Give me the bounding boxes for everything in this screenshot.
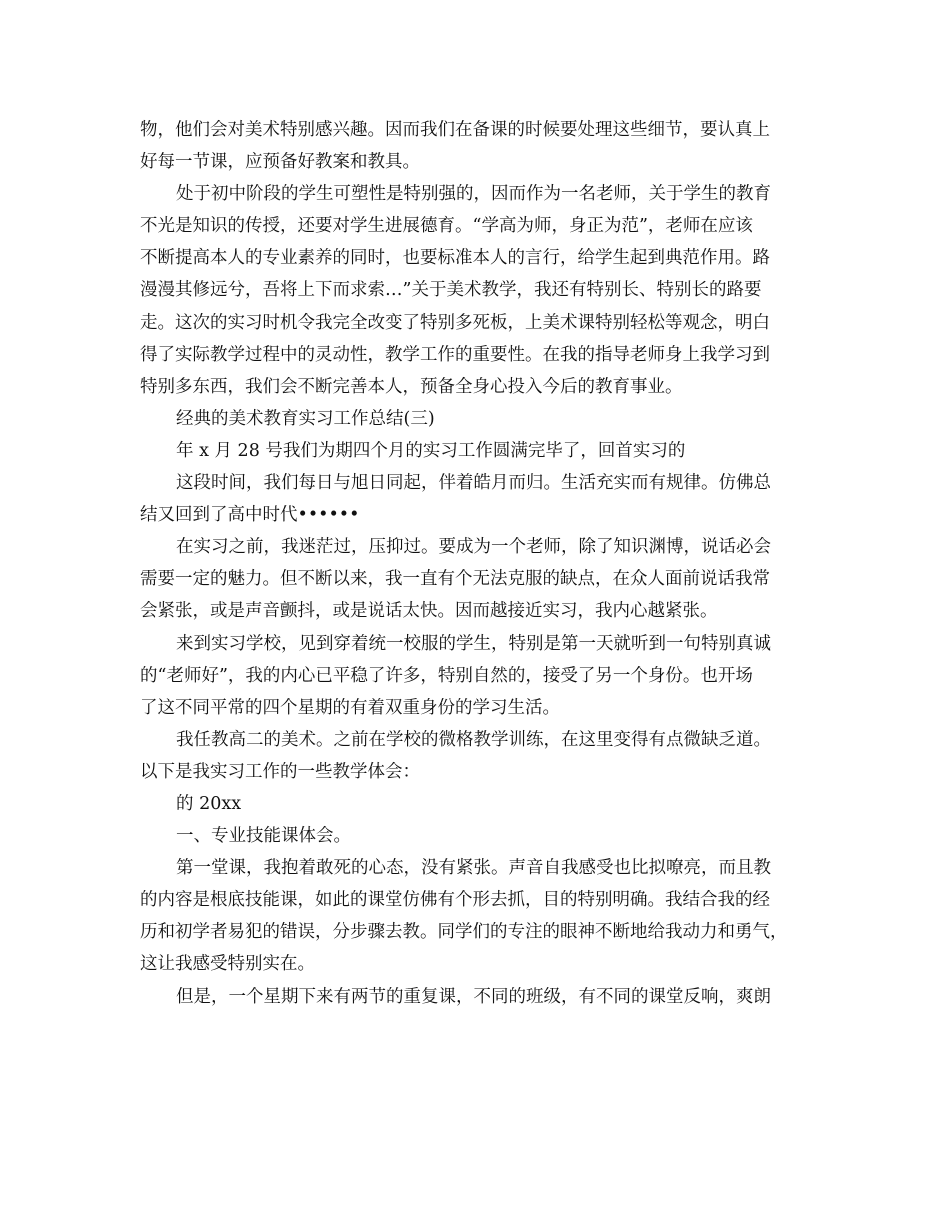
text-line: 不光是知识的传授，还要对学生进展德育。“学高为师，身正为范”，老师在应该	[140, 216, 753, 237]
text-line: 了这不同平常的四个星期的有着双重身份的学习生活。	[140, 697, 560, 718]
text-line: 好每一节课，应预备好教案和教具。	[140, 152, 420, 173]
text-line: 不断提高本人的专业素养的同时，也要标准本人的言行，给学生起到典范作用。路	[140, 248, 770, 269]
section-heading: 经典的美术教育实习工作总结(三)	[176, 408, 435, 429]
text-line: 处于初中阶段的学生可塑性是特别强的，因而作为一名老师，关于学生的教育	[176, 184, 771, 205]
text-line: 第一堂课，我抱着敢死的心态，没有紧张。声音自我感受也比拟嘹亮，而且教	[176, 858, 771, 879]
text-line: 年 x 月 28 号我们为期四个月的实习工作圆满完毕了，回首实习的	[176, 440, 686, 461]
text-line: 的内容是根底技能课，如此的课堂仿佛有个形去抓，目的特别明确。我结合我的经	[140, 890, 770, 911]
text-line: 来到实习学校，见到穿着统一校服的学生，特别是第一天就听到一句特别真诚	[176, 633, 771, 654]
text-line: 历和初学者易犯的错误，分步骤去教。同学们的专注的眼神不断地给我动力和勇气，	[140, 922, 788, 943]
text-line: 会紧张，或是声音颤抖，或是说话太快。因而越接近实习，我内心越紧张。	[140, 601, 718, 622]
text-line: 这让我感受特别实在。	[140, 954, 315, 975]
text-line: 的“老师好”，我的内心已平稳了许多，特别自然的，接受了另一个身份。也开场	[140, 665, 753, 686]
text-line: 得了实际教学过程中的灵动性，教学工作的重要性。在我的指导老师身上我学习到	[140, 344, 770, 365]
text-line: 这段时间，我们每日与旭日同起，伴着皓月而归。生活充实而有规律。仿佛总	[176, 473, 771, 494]
text-line: 但是，一个星期下来有两节的重复课，不同的班级，有不同的课堂反响，爽朗	[176, 986, 771, 1007]
text-line: 物，他们会对美术特别感兴趣。因而我们在备课的时候要处理这些细节，要认真上	[140, 120, 770, 140]
text-line: 的 20xx	[176, 793, 242, 814]
text-line: 结又回到了高中时代••••••	[140, 505, 360, 526]
document-body	[140, 114, 830, 1013]
text-line: 特别多东西，我们会不断完善本人，预备全身心投入今后的教育事业。	[140, 376, 683, 397]
text-line: 我任教高二的美术。之前在学校的微格教学训练，在这里变得有点微缺乏道。	[176, 729, 771, 750]
text-line: 漫漫其修远兮，吾将上下而求索…”关于美术教学，我还有特别长、特别长的路要	[140, 280, 762, 301]
text-line: 在实习之前，我迷茫过，压抑过。要成为一个老师，除了知识渊博，说话必会	[176, 537, 771, 558]
text-line: 以下是我实习工作的一些教学体会：	[140, 761, 420, 782]
text-line: 走。这次的实习时机令我完全改变了特别多死板，上美术课特别轻松等观念，明白	[140, 312, 770, 333]
text-line: 需要一定的魅力。但不断以来，我一直有个无法克服的缺点，在众人面前说话我常	[140, 569, 770, 590]
subsection-heading: 一、专业技能课体会。	[176, 826, 351, 847]
